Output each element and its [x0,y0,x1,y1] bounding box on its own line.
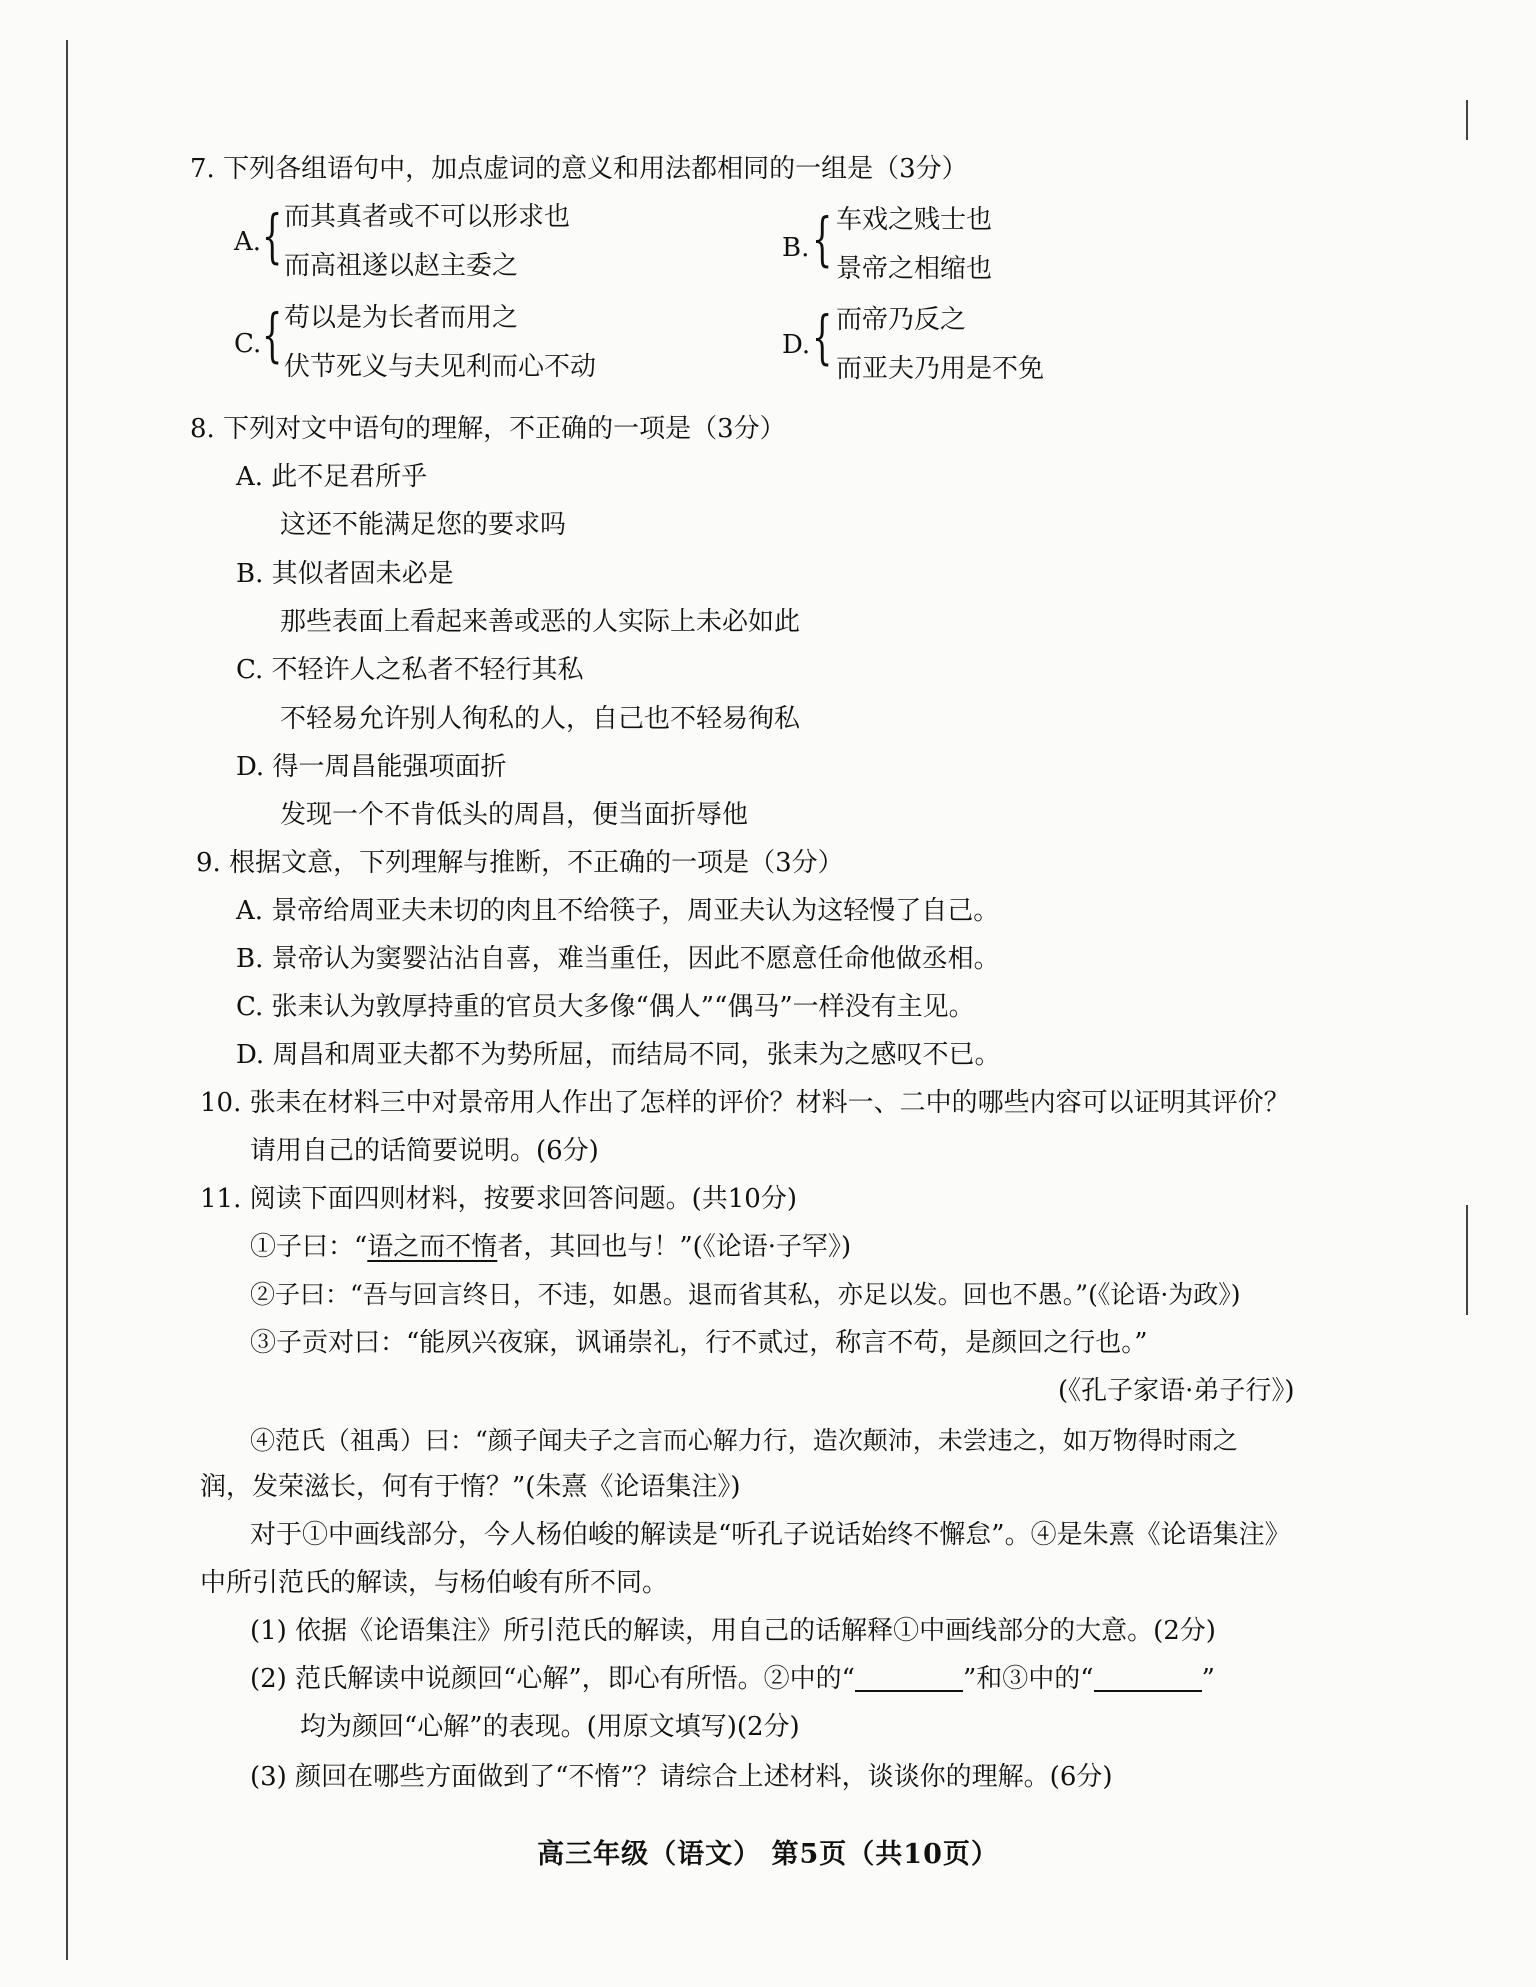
left-scan-edge [66,40,68,1960]
q11-stem: 11. 阅读下面四则材料，按要求回答问题。(共10分) [200,1184,797,1214]
right-scan-edge-top [1466,100,1468,140]
q7-stem: 7. 下列各组语句中，加点虚词的意义和用法都相同的一组是（3分） [190,154,968,184]
q9-option-b: B. 景帝认为窦婴沾沾自喜，难当重任，因此不愿意任命他做丞相。 [236,944,1000,974]
q7-option-c-brace: { [262,301,283,369]
q10-line1: 10. 张耒在材料三中对景帝用人作出了怎样的评价？材料一、二中的哪些内容可以证明其评价？ [200,1088,1290,1118]
q11-material-3: ③子贡对曰：“能夙兴夜寐，讽诵崇礼，行不贰过，称言不苟，是颜回之行也。” [250,1328,1148,1358]
q7-option-b-line2: 景帝之相缩也 [836,254,993,284]
q11-material-1-pre: ①子曰：“ [250,1232,368,1262]
q7-option-c-label: C. [234,329,262,359]
q8-option-b: B. 其似者固未必是 [236,559,454,589]
q7-option-a-line1: 而其真者或不可以形求也 [284,202,571,232]
q7-option-b-line1: 车戏之贱士也 [836,205,993,235]
q7-option-a-label: A. [234,227,262,257]
q8-option-c-translation: 不轻易允许别人徇私的人，自己也不轻易徇私 [280,704,801,734]
q11-subquestion-2 [250,1662,1215,1696]
q8-option-d-translation: 发现一个不肯低头的周昌，便当面折辱他 [280,800,749,830]
q8-option-b-translation: 那些表面上看起来善或恶的人实际上未必如此 [280,607,801,637]
q8-stem: 8. 下列对文中语句的理解，不正确的一项是（3分） [190,414,786,444]
q7-option-d-line1: 而帝乃反之 [836,305,967,335]
q7-option-c-line1: 苟以是为长者而用之 [284,303,519,333]
q7-option-d-label: D. [782,330,811,360]
q11-material-1 [250,1230,851,1264]
q7-option-d-line2: 而亚夫乃用是不免 [836,354,1045,384]
q7-option-d-brace: { [812,303,833,371]
q8-option-a: A. 此不足君所乎 [236,462,428,492]
q11-material-3-source: (《孔子家语·弟子行》) [1058,1376,1295,1406]
q11-subquestion-3: (3) 颜回在哪些方面做到了“不惰”？请综合上述材料，谈谈你的理解。(6分) [250,1762,1113,1792]
q11-material-4-line1: ④范氏（祖禹）曰：“颜子闻夫子之言而心解力行，造次颠沛，未尝违之，如万物得时雨之 [250,1426,1238,1455]
q7-option-b-brace: { [812,205,833,273]
q9-option-a: A. 景帝给周亚夫未切的肉且不给筷子，周亚夫认为这轻慢了自己。 [236,896,1000,926]
q8-option-a-translation: 这还不能满足您的要求吗 [280,510,567,540]
q7-option-a-brace: { [262,202,283,270]
q11-subquestion-2-text-b: ”和③中的“ [962,1664,1094,1694]
answer-blank-2[interactable] [1094,1668,1202,1692]
q8-option-c: C. 不轻许人之私者不轻行其私 [236,655,584,685]
q11-subquestion-2-line2: 均为颜回“心解”的表现。(用原文填写)(2分) [300,1712,800,1742]
q11-material-1-underlined: 语之而不惰 [367,1232,498,1262]
page-footer: 高三年级（语文） 第5页（共10页） [537,1839,999,1870]
q11-material-2: ②子曰：“吾与回言终日，不违，如愚。退而省其私，亦足以发。回也不愚。”(《论语·为政》) [250,1280,1241,1309]
q11-subquestion-2-text-c: ” [1201,1664,1215,1694]
q9-stem: 9. 根据文意，下列理解与推断，不正确的一项是（3分） [196,848,844,878]
q11-subquestion-1: (1) 依据《论语集注》所引范氏的解读，用自己的话解释①中画线部分的大意。(2分) [250,1616,1216,1646]
q7-option-c-line2: 伏节死义与夫见利而心不动 [284,352,597,382]
q11-material-1-post: 者，其回也与！”(《论语·子罕》) [497,1232,852,1262]
q7-option-b-label: B. [782,233,810,263]
q11-subquestion-2-text-a: (2) 范氏解读中说颜回“心解”，即心有所悟。②中的“ [250,1664,855,1694]
q11-material-4-line2: 润，发荣滋长，何有于惰？”(朱熹《论语集注》) [200,1472,741,1502]
q11-intro-line1: 对于①中画线部分，今人杨伯峻的解读是“听孔子说话始终不懈怠”。④是朱熹《论语集注》 [250,1520,1291,1550]
q9-option-d: D. 周昌和周亚夫都不为势所屈，而结局不同，张耒为之感叹不已。 [236,1040,1001,1070]
q7-option-a-line2: 而高祖遂以赵主委之 [284,251,519,281]
answer-blank-1[interactable] [855,1668,963,1692]
right-scan-edge-mid [1466,1205,1468,1315]
q8-option-d: D. 得一周昌能强项面折 [236,752,507,782]
q11-intro-line2: 中所引范氏的解读，与杨伯峻有所不同。 [200,1568,669,1598]
q9-option-c: C. 张耒认为敦厚持重的官员大多像“偶人”“偶马”一样没有主见。 [236,992,975,1022]
q10-line2: 请用自己的话简要说明。(6分) [250,1136,599,1166]
